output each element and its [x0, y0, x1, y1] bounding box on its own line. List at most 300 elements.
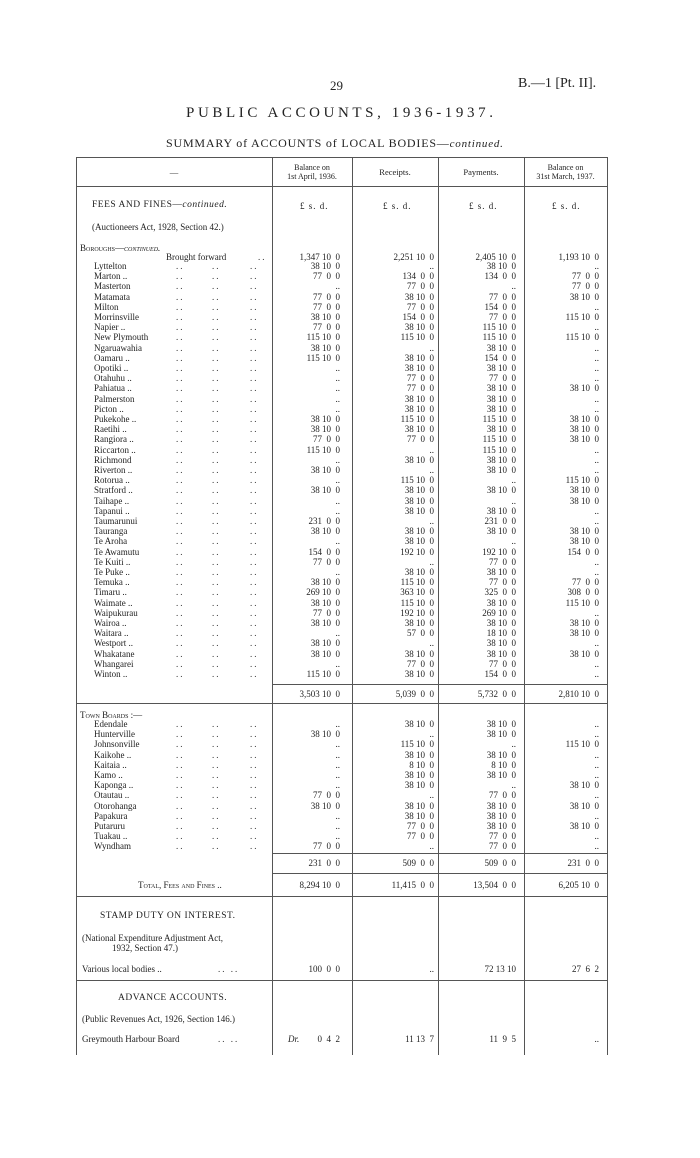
borough-receipts: 38 10 0 — [404, 669, 434, 679]
borough-receipts: 38 10 0 — [404, 291, 434, 302]
town-board-receipts: .. — [429, 841, 434, 852]
borough-leader-dots: .. — [176, 434, 185, 445]
borough-leader-dots: .. — [212, 352, 221, 363]
borough-leader-dots: .. — [212, 383, 221, 394]
borough-receipts: 77 0 0 — [407, 301, 434, 312]
town-board-payments: 8 10 0 — [491, 759, 516, 770]
advance-payments: 11 9 5 — [489, 1034, 516, 1044]
borough-name: Rangiora .. — [94, 434, 134, 445]
units-col-3: £ s. d. — [469, 201, 498, 211]
col-header-balance-close — [524, 163, 607, 181]
borough-receipts: 363 10 0 — [400, 587, 434, 598]
stamp-balance-open: 100 0 0 — [308, 964, 340, 974]
borough-leader-dots: .. — [176, 485, 185, 496]
town-board-leader-dots: .. — [250, 749, 259, 760]
town-board-balance-close: 38 10 0 — [569, 800, 599, 811]
borough-balance-open: .. — [335, 373, 340, 384]
borough-receipts: 38 10 0 — [404, 495, 434, 506]
town-board-leader-dots: .. — [176, 841, 185, 852]
borough-leader-dots: .. — [176, 628, 185, 639]
borough-receipts: .. — [429, 342, 434, 353]
borough-receipts: 115 10 0 — [400, 475, 434, 486]
stamp-receipts: .. — [429, 964, 434, 974]
borough-leader-dots: .. — [212, 536, 221, 547]
town-board-receipts: 8 10 0 — [409, 759, 434, 770]
town-board-balance-close: 115 10 0 — [565, 739, 599, 750]
borough-leader-dots: .. — [250, 669, 259, 679]
town-board-balance-close: 38 10 0 — [569, 780, 599, 791]
borough-leader-dots: .. — [250, 536, 259, 547]
total-fees-balance-close: 6,205 10 0 — [558, 880, 599, 890]
borough-balance-open: 38 10 0 — [310, 342, 340, 353]
towns-total-payments: 509 0 0 — [484, 858, 516, 868]
borough-balance-open: .. — [335, 567, 340, 577]
borough-balance-open: 38 10 0 — [310, 618, 340, 628]
borough-balance-close: .. — [594, 403, 599, 414]
town-board-payments: 38 10 0 — [486, 729, 516, 740]
fees-heading-text: FEES AND FINES— — [92, 200, 183, 210]
borough-leader-dots: .. — [250, 597, 259, 608]
borough-receipts: 192 10 0 — [400, 607, 434, 618]
borough-balance-close: .. — [594, 322, 599, 333]
borough-receipts: 77 0 0 — [407, 373, 434, 384]
borough-payments: 154 0 0 — [484, 352, 516, 363]
borough-receipts: 57 0 0 — [407, 628, 434, 639]
town-board-name: Wyndham — [94, 841, 131, 852]
borough-leader-dots: .. — [250, 495, 259, 506]
town-board-balance-open: 77 0 0 — [313, 841, 340, 852]
borough-balance-close: 115 10 0 — [565, 332, 599, 343]
borough-name: Otahuhu .. — [94, 373, 132, 384]
borough-name: Te Puke .. — [94, 567, 130, 577]
borough-receipts: 192 10 0 — [400, 546, 434, 557]
borough-leader-dots: .. — [212, 373, 221, 384]
town-board-leader-dots: .. — [250, 810, 259, 821]
towns-total-receipts: 509 0 0 — [402, 858, 434, 868]
town-board-balance-open: .. — [335, 810, 340, 821]
borough-name: Pahiatua .. — [94, 383, 132, 394]
borough-leader-dots: .. — [176, 414, 185, 424]
borough-balance-open: 38 10 0 — [310, 577, 340, 588]
borough-leader-dots: .. — [250, 301, 259, 312]
town-board-leader-dots: .. — [212, 780, 221, 791]
borough-leader-dots: .. — [176, 556, 185, 567]
borough-leader-dots: .. — [250, 546, 259, 557]
borough-balance-open: 38 10 0 — [310, 414, 340, 424]
town-board-leader-dots: .. — [176, 821, 185, 831]
borough-balance-close: 38 10 0 — [569, 291, 599, 302]
borough-receipts: 115 10 0 — [400, 597, 434, 608]
borough-leader-dots: .. — [250, 556, 259, 567]
town-board-payments: 38 10 0 — [486, 800, 516, 811]
borough-balance-open: .. — [335, 383, 340, 394]
borough-name: Taihape .. — [94, 495, 130, 506]
town-board-leader-dots: .. — [212, 759, 221, 770]
document-reference: B.—1 [Pt. II]. — [518, 76, 597, 91]
borough-name: Te Kuiti .. — [94, 556, 131, 567]
borough-payments: 77 0 0 — [489, 373, 516, 384]
town-board-payments: 38 10 0 — [486, 749, 516, 760]
total-fees-receipts: 11,415 0 0 — [391, 880, 434, 890]
borough-balance-open: 115 10 0 — [306, 669, 340, 679]
borough-name: Richmond — [94, 454, 132, 465]
town-board-payments: 38 10 0 — [486, 810, 516, 821]
town-board-name: Putaruru — [94, 821, 125, 831]
borough-leader-dots: .. — [250, 342, 259, 353]
borough-balance-close: .. — [594, 516, 599, 526]
town-board-balance-open: 77 0 0 — [313, 790, 340, 801]
advance-row-label: Greymouth Harbour Board — [82, 1034, 180, 1044]
town-board-name: Tuakau .. — [94, 831, 128, 842]
town-board-payments: 77 0 0 — [489, 831, 516, 842]
borough-name: Stratford .. — [94, 485, 133, 496]
town-board-balance-open: .. — [335, 739, 340, 750]
borough-leader-dots: .. — [250, 261, 259, 271]
borough-name: Westport .. — [94, 638, 134, 649]
borough-name: Tapanui .. — [94, 505, 130, 516]
boroughs-end-rule — [76, 703, 607, 704]
town-board-leader-dots: .. — [250, 800, 259, 811]
borough-name: Marton .. — [94, 271, 128, 282]
borough-leader-dots: .. — [212, 332, 221, 343]
borough-balance-close: 115 10 0 — [565, 475, 599, 486]
brought-forward-balance-close: 1,193 10 0 — [558, 252, 599, 262]
borough-payments: 38 10 0 — [486, 648, 516, 659]
borough-balance-open: 115 10 0 — [306, 332, 340, 343]
borough-payments: 38 10 0 — [486, 618, 516, 628]
borough-payments: 325 0 0 — [484, 587, 516, 598]
units-col-2: £ s. d. — [383, 201, 412, 211]
town-board-leader-dots: .. — [176, 780, 185, 791]
borough-leader-dots: .. — [212, 465, 221, 475]
borough-leader-dots: .. — [250, 363, 259, 373]
stamp-balance-close: 27 6 2 — [572, 964, 599, 974]
town-board-leader-dots: .. — [212, 749, 221, 760]
borough-receipts: 38 10 0 — [404, 567, 434, 577]
town-board-balance-close: .. — [594, 831, 599, 842]
borough-leader-dots: .. — [212, 271, 221, 282]
borough-payments: 134 0 0 — [484, 271, 516, 282]
boroughs-label-continued: continued. — [124, 243, 161, 253]
town-board-leader-dots: .. — [250, 831, 259, 842]
town-board-name: Kaponga .. — [94, 780, 134, 791]
town-board-receipts: 38 10 0 — [404, 719, 434, 729]
towns-total-rule — [272, 853, 607, 854]
borough-leader-dots: .. — [212, 312, 221, 322]
borough-balance-close: .. — [594, 301, 599, 312]
borough-balance-open: .. — [335, 403, 340, 414]
borough-leader-dots: .. — [212, 607, 221, 618]
col-rule-2 — [352, 157, 353, 1055]
borough-name: Taumarunui — [94, 516, 138, 526]
borough-name: Waitara .. — [94, 628, 129, 639]
borough-balance-close: 38 10 0 — [569, 526, 599, 537]
borough-balance-open: 77 0 0 — [313, 434, 340, 445]
borough-receipts: .. — [429, 261, 434, 271]
borough-payments: 38 10 0 — [486, 383, 516, 394]
borough-name: Timaru .. — [94, 587, 127, 598]
col-header-balance-close-line2: 31st March, 1937. — [536, 172, 595, 181]
borough-leader-dots: .. — [212, 669, 221, 679]
town-board-leader-dots: .. — [176, 759, 185, 770]
borough-payments: 38 10 0 — [486, 526, 516, 537]
table-left-rule — [76, 157, 77, 1055]
borough-name: Te Aroha — [94, 536, 128, 547]
borough-name: Raetihi .. — [94, 424, 127, 435]
borough-payments: 38 10 0 — [486, 454, 516, 465]
stamp-payments: 72 13 10 — [484, 964, 516, 974]
col-header-balance-close-line1: Balance on — [547, 163, 584, 172]
borough-balance-close: .. — [594, 363, 599, 373]
borough-balance-open: 77 0 0 — [313, 291, 340, 302]
borough-balance-open: 77 0 0 — [313, 556, 340, 567]
borough-balance-close: 154 0 0 — [567, 546, 599, 557]
borough-payments: 115 10 0 — [482, 414, 516, 424]
borough-name: Riverton .. — [94, 465, 133, 475]
borough-payments: 18 10 0 — [486, 628, 516, 639]
town-board-name: Kaitaia .. — [94, 759, 127, 770]
borough-leader-dots: .. — [212, 424, 221, 435]
borough-leader-dots: .. — [212, 587, 221, 598]
town-board-leader-dots: .. — [176, 831, 185, 842]
borough-balance-open: .. — [335, 454, 340, 465]
subtitle-main: SUMMARY of ACCOUNTS of LOCAL BODIES— — [166, 136, 450, 150]
stamp-row-leader: .. .. — [218, 964, 240, 974]
borough-name: Te Awamutu — [94, 546, 140, 557]
borough-balance-open: 154 0 0 — [308, 546, 340, 557]
borough-leader-dots: .. — [212, 628, 221, 639]
town-board-name: Johnsonville — [94, 739, 140, 750]
borough-name: Ngaruawahia — [94, 342, 142, 353]
borough-leader-dots: .. — [176, 322, 185, 333]
borough-leader-dots: .. — [212, 291, 221, 302]
borough-receipts: .. — [429, 556, 434, 567]
town-board-payments: .. — [511, 739, 516, 750]
brought-forward-balance-open: 1,347 10 0 — [299, 252, 340, 262]
town-board-balance-close: .. — [594, 770, 599, 780]
borough-payments: 154 0 0 — [484, 301, 516, 312]
town-board-name: Otautau .. — [94, 790, 130, 801]
borough-balance-close: 38 10 0 — [569, 495, 599, 506]
borough-balance-open: .. — [335, 475, 340, 486]
town-board-balance-open: .. — [335, 759, 340, 770]
borough-balance-close: 115 10 0 — [565, 312, 599, 322]
borough-receipts: 38 10 0 — [404, 403, 434, 414]
borough-leader-dots: .. — [176, 403, 185, 414]
town-board-leader-dots: .. — [212, 831, 221, 842]
borough-balance-open: 77 0 0 — [313, 607, 340, 618]
borough-leader-dots: .. — [250, 505, 259, 516]
borough-receipts: .. — [429, 516, 434, 526]
borough-leader-dots: .. — [176, 291, 185, 302]
borough-balance-close: 77 0 0 — [572, 271, 599, 282]
borough-balance-open: 115 10 0 — [306, 444, 340, 455]
fees-section-end-rule — [76, 896, 607, 897]
borough-name: Whangarei — [94, 658, 134, 669]
borough-payments: 38 10 0 — [486, 342, 516, 353]
total-fees-payments: 13,504 0 0 — [473, 880, 516, 890]
borough-leader-dots: .. — [250, 291, 259, 302]
borough-payments: 38 10 0 — [486, 638, 516, 649]
borough-receipts: 38 10 0 — [404, 505, 434, 516]
fees-heading — [92, 200, 227, 210]
boroughs-label-text: Boroughs— — [80, 243, 125, 253]
borough-name: Tauranga — [94, 526, 128, 537]
town-board-balance-open: .. — [335, 831, 340, 842]
borough-leader-dots: .. — [176, 648, 185, 659]
borough-leader-dots: .. — [176, 567, 185, 577]
borough-balance-close: 38 10 0 — [569, 628, 599, 639]
borough-leader-dots: .. — [176, 505, 185, 516]
borough-payments: 38 10 0 — [486, 505, 516, 516]
town-board-leader-dots: .. — [176, 749, 185, 760]
borough-leader-dots: .. — [250, 403, 259, 414]
brought-forward-receipts: 2,251 10 0 — [393, 252, 434, 262]
borough-balance-close: .. — [594, 465, 599, 475]
borough-receipts: 38 10 0 — [404, 454, 434, 465]
borough-leader-dots: .. — [250, 485, 259, 496]
units-col-1: £ s. d. — [300, 201, 329, 211]
borough-receipts: 38 10 0 — [404, 618, 434, 628]
borough-payments: 231 0 0 — [484, 516, 516, 526]
town-board-balance-close: .. — [594, 729, 599, 740]
borough-balance-close: 77 0 0 — [572, 281, 599, 292]
borough-leader-dots: .. — [212, 414, 221, 424]
borough-leader-dots: .. — [176, 261, 185, 271]
borough-balance-close: 38 10 0 — [569, 414, 599, 424]
borough-balance-open: .. — [335, 495, 340, 506]
brought-forward-leader: .. — [258, 252, 267, 262]
town-board-leader-dots: .. — [250, 790, 259, 801]
borough-leader-dots: .. — [212, 526, 221, 537]
borough-leader-dots: .. — [176, 546, 185, 557]
borough-name: Milton — [94, 301, 119, 312]
town-board-receipts: 38 10 0 — [404, 749, 434, 760]
borough-leader-dots: .. — [212, 516, 221, 526]
borough-leader-dots: .. — [212, 322, 221, 333]
borough-balance-close: 38 10 0 — [569, 618, 599, 628]
town-board-receipts: 115 10 0 — [400, 739, 434, 750]
town-board-leader-dots: .. — [176, 729, 185, 740]
town-board-balance-close: .. — [594, 810, 599, 821]
borough-leader-dots: .. — [250, 587, 259, 598]
borough-name: Lyttelton — [94, 261, 127, 271]
town-board-name: Otorohanga — [94, 800, 137, 811]
borough-balance-close: .. — [594, 373, 599, 384]
borough-leader-dots: .. — [176, 526, 185, 537]
borough-leader-dots: .. — [212, 281, 221, 292]
borough-leader-dots: .. — [212, 546, 221, 557]
borough-payments: .. — [511, 281, 516, 292]
town-board-receipts: 38 10 0 — [404, 780, 434, 791]
borough-leader-dots: .. — [250, 352, 259, 363]
borough-receipts: 115 10 0 — [400, 577, 434, 588]
borough-leader-dots: .. — [176, 271, 185, 282]
borough-payments: 38 10 0 — [486, 424, 516, 435]
col-rule-3 — [438, 157, 439, 1055]
town-board-balance-open: .. — [335, 749, 340, 760]
town-board-balance-close: .. — [594, 759, 599, 770]
borough-receipts: 38 10 0 — [404, 363, 434, 373]
col-header-description: — — [169, 167, 179, 177]
advance-act: (Public Revenues Act, 1926, Section 146.) — [82, 1014, 235, 1024]
borough-name: Palmerston — [94, 393, 135, 404]
borough-leader-dots: .. — [176, 444, 185, 455]
borough-payments: 115 10 0 — [482, 332, 516, 343]
borough-leader-dots: .. — [212, 434, 221, 445]
fees-heading-continued: continued. — [182, 200, 228, 210]
town-board-payments: 38 10 0 — [486, 719, 516, 729]
col-header-receipts: Receipts. — [379, 167, 411, 177]
borough-balance-open: .. — [335, 281, 340, 292]
borough-payments: .. — [511, 495, 516, 506]
town-board-balance-close: .. — [594, 841, 599, 852]
towns-total-balance-close: 231 0 0 — [567, 858, 599, 868]
town-board-receipts: 38 10 0 — [404, 800, 434, 811]
borough-receipts: 38 10 0 — [404, 322, 434, 333]
borough-balance-open: 77 0 0 — [313, 322, 340, 333]
borough-leader-dots: .. — [176, 383, 185, 394]
borough-balance-close: .. — [594, 607, 599, 618]
borough-leader-dots: .. — [250, 444, 259, 455]
borough-balance-open: 38 10 0 — [310, 485, 340, 496]
borough-balance-close: .. — [594, 454, 599, 465]
borough-leader-dots: .. — [212, 393, 221, 404]
borough-name: Waipukurau — [94, 607, 138, 618]
col-header-balance-open-line1: Balance on — [294, 163, 330, 172]
stamp-section-end-rule — [76, 980, 607, 981]
town-board-balance-open: 38 10 0 — [310, 800, 340, 811]
col-header-payments: Payments. — [463, 167, 499, 177]
town-board-leader-dots: .. — [212, 770, 221, 780]
borough-balance-close: 38 10 0 — [569, 536, 599, 547]
borough-balance-open: 38 10 0 — [310, 638, 340, 649]
borough-leader-dots: .. — [250, 658, 259, 669]
borough-leader-dots: .. — [212, 475, 221, 486]
col-header-balance-open-line2: 1st April, 1936. — [287, 172, 337, 181]
advance-balance-close: .. — [594, 1034, 599, 1044]
town-board-payments: 77 0 0 — [489, 790, 516, 801]
borough-leader-dots: .. — [250, 607, 259, 618]
borough-balance-close: 115 10 0 — [565, 597, 599, 608]
borough-leader-dots: .. — [212, 444, 221, 455]
borough-name: Opotiki .. — [94, 363, 129, 373]
borough-balance-open: .. — [335, 536, 340, 547]
borough-balance-open: 77 0 0 — [313, 271, 340, 282]
towns-total-balance-open: 231 0 0 — [308, 858, 340, 868]
borough-leader-dots: .. — [212, 261, 221, 271]
brought-forward-payments: 2,405 10 0 — [475, 252, 516, 262]
town-board-leader-dots: .. — [250, 759, 259, 770]
advance-balance-open: 0 4 2 — [317, 1034, 340, 1044]
borough-receipts: 77 0 0 — [407, 281, 434, 292]
borough-balance-open: 231 0 0 — [308, 516, 340, 526]
borough-leader-dots: .. — [176, 281, 185, 292]
town-board-receipts: 38 10 0 — [404, 770, 434, 780]
borough-leader-dots: .. — [176, 352, 185, 363]
borough-balance-close: 38 10 0 — [569, 648, 599, 659]
town-board-balance-close: .. — [594, 790, 599, 801]
table-right-rule — [607, 157, 608, 1055]
borough-leader-dots: .. — [250, 393, 259, 404]
borough-name: Napier .. — [94, 322, 126, 333]
borough-leader-dots: .. — [176, 516, 185, 526]
borough-name: Oamaru .. — [94, 352, 130, 363]
town-board-balance-open: .. — [335, 780, 340, 791]
town-board-leader-dots: .. — [250, 719, 259, 729]
borough-receipts: 38 10 0 — [404, 526, 434, 537]
borough-leader-dots: .. — [250, 424, 259, 435]
